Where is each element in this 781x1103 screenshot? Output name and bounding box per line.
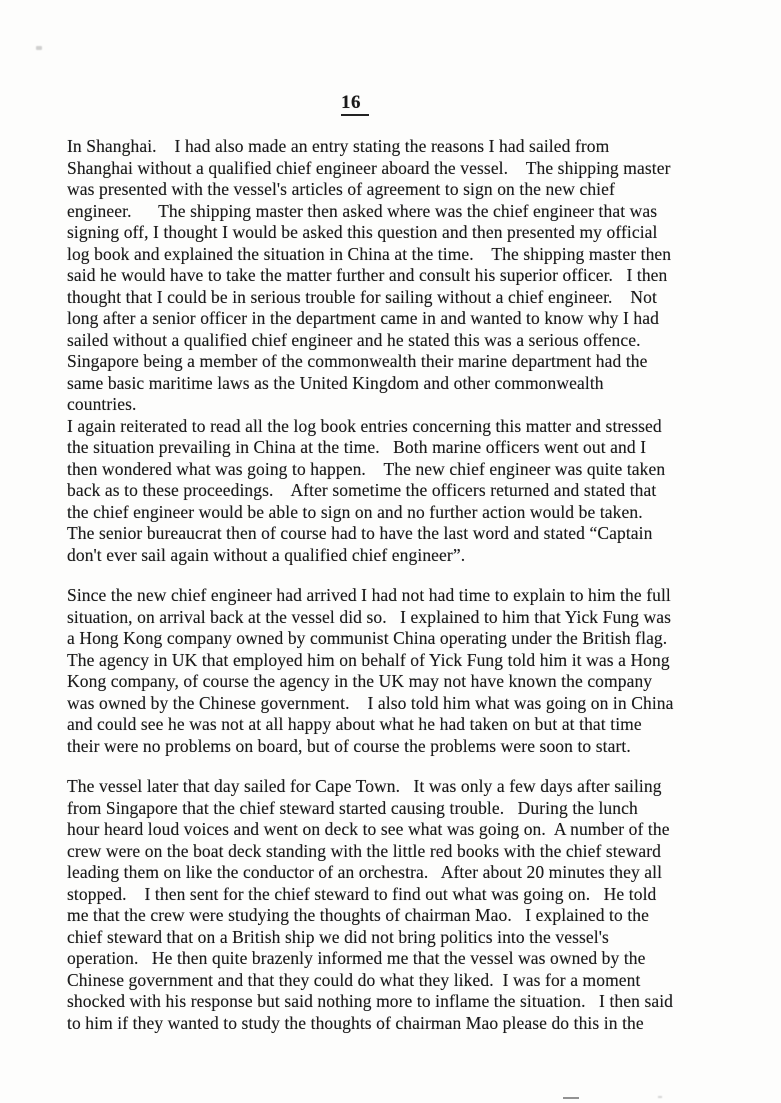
text-line: hour heard loud voices and went on deck to see what was going on. A number of the: [67, 819, 670, 839]
text-line: crew were on the boat deck standing with the little red books with the chief steward: [67, 840, 661, 861]
text-line: the situation prevailing in China at the time. Both marine officers went out and I: [67, 437, 647, 457]
paragraph: [67, 136, 767, 416]
text-line: back as to these proceedings. After sometime the officers returned and stated that: [67, 480, 657, 500]
text-line: sailed without a qualified chief engineer and he stated this was a serious offence.: [67, 329, 641, 350]
text-line: chief steward that on a British ship we did not bring politics into the vessel's: [67, 926, 609, 947]
paragraph: [67, 416, 767, 567]
paragraph: [67, 585, 767, 757]
text-line: long after a senior officer in the department came in and wanted to know why I had: [67, 308, 659, 328]
page-body: [67, 136, 767, 1034]
text-line: engineer. The shipping master then asked where was the chief engineer that was: [67, 200, 658, 221]
paragraph: [67, 776, 767, 1034]
text-line: signing off, I thought I would be asked this question and then presented my official: [67, 222, 658, 242]
text-line: a Hong Kong company owned by communist China operating under the British flag.: [67, 628, 668, 648]
text-line: situation, on arrival back at the vessel did so. I explained to him that Yick Fung was: [67, 606, 672, 627]
text-line: leading them on like the conductor of an orchestra. After about 20 minutes they all: [67, 862, 663, 882]
text-line: the chief engineer would be able to sign on and no further action would be taken.: [67, 501, 643, 522]
text-line: their were no problems on board, but of course the problems were soon to start.: [67, 735, 631, 756]
text-line: I again reiterated to read all the log book entries concerning this matter and stressed: [67, 415, 662, 436]
scan-artifact-dot: [658, 1096, 662, 1098]
text-line: was owned by the Chinese government. I also told him what was going on in China: [67, 692, 674, 713]
text-line: Chinese government and that they could do what they liked. I was for a moment: [67, 969, 641, 990]
text-line: Shanghai without a qualified chief engineer aboard the vessel. The shipping master: [67, 157, 671, 178]
text-line: Singapore being a member of the commonwealth their marine department had the: [67, 351, 648, 371]
text-line: shocked with his response but said nothing more to inflame the situation. I then said: [67, 991, 674, 1011]
text-line: from Singapore that the chief steward started causing trouble. During the lunch: [67, 797, 638, 818]
text-line: In Shanghai. I had also made an entry stating the reasons I had sailed from: [67, 136, 610, 156]
text-line: Since the new chief engineer had arrived I had not had time to explain to him the full: [67, 585, 671, 605]
text-line: me that the crew were studying the thoughts of chairman Mao. I explained to the: [67, 905, 650, 925]
text-line: countries.: [67, 394, 137, 414]
text-line: was presented with the vessel's articles of agreement to sign on the new chief: [67, 179, 615, 199]
text-line: stopped. I then sent for the chief steward to find out what was going on. He told: [67, 883, 657, 904]
text-line: operation. He then quite brazenly informed me that the vessel was owned by the: [67, 948, 646, 968]
text-line: then wondered what was going to happen. The new chief engineer was quite taken: [67, 458, 666, 479]
text-line: The senior bureaucrat then of course had to have the last word and stated “Captain: [67, 523, 653, 543]
text-line: said he would have to take the matter further and consult his superior officer. I then: [67, 265, 668, 285]
text-line: to him if they wanted to study the thoughts of chairman Mao please do this in the: [67, 1012, 644, 1033]
text-line: Kong company, of course the agency in the UK may not have known the company: [67, 671, 653, 691]
text-line: log book and explained the situation in China at the time. The shipping master then: [67, 243, 672, 264]
text-line: The vessel later that day sailed for Cape Town. It was only a few days after sailing: [67, 776, 662, 796]
text-line: The agency in UK that employed him on behalf of Yick Fung told him it was a Hong: [67, 649, 670, 670]
text-line: thought that I could be in serious trouble for sailing without a chief engineer. Not: [67, 286, 657, 307]
scan-artifact-dash: [563, 1097, 579, 1099]
text-line: same basic maritime laws as the United Kingdom and other commonwealth: [67, 372, 604, 393]
text-line: and could see he was not at all happy about what he had taken on but at that time: [67, 714, 642, 734]
scan-artifact-speck: [36, 46, 42, 50]
text-line: don't ever sail again without a qualified chief engineer”.: [67, 544, 466, 565]
page-number: 16: [341, 93, 369, 116]
